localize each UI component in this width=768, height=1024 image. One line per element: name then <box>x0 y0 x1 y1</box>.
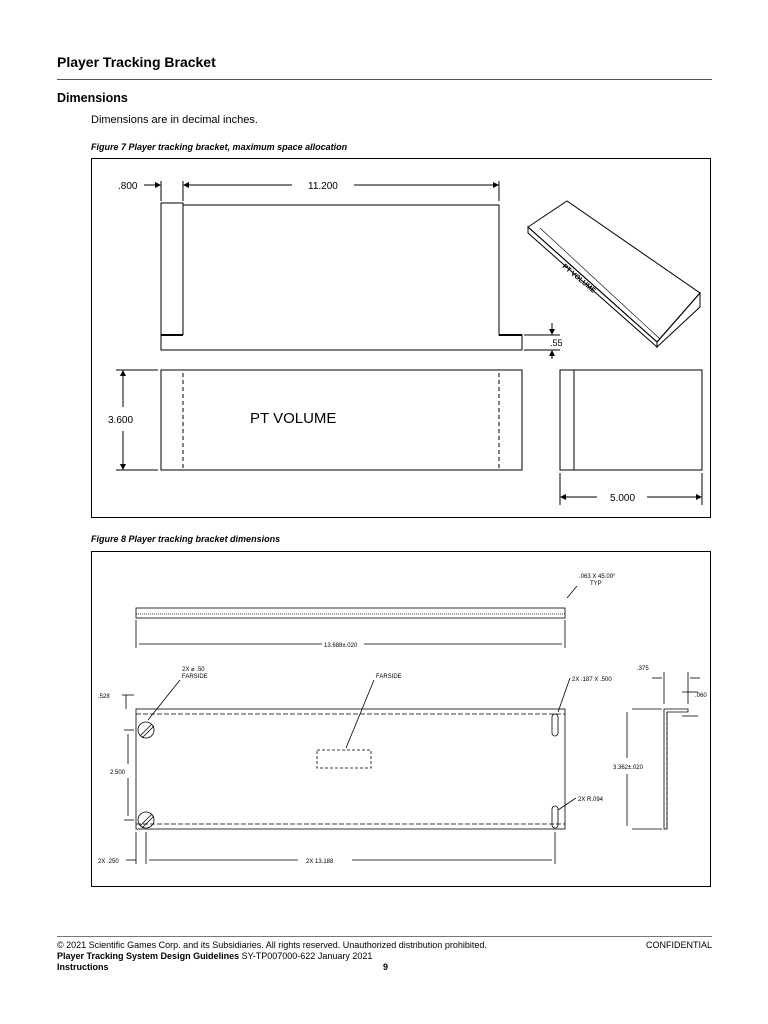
side-view-outline <box>560 370 702 470</box>
note-slot: 2X .187 X .500 <box>572 677 612 683</box>
section-heading: Dimensions <box>57 91 128 105</box>
top-bar-view <box>136 608 565 618</box>
side-profile <box>664 709 688 829</box>
front-view-outline <box>161 370 522 470</box>
note-top-offset: .528 <box>98 694 110 700</box>
note-hole-farside: FARSIDE <box>182 674 208 680</box>
dim-depth: 5.000 <box>610 493 636 504</box>
footer-doc-type: Instructions <box>57 962 109 972</box>
note-slot-radius: 2X R.094 <box>578 797 604 803</box>
figure-8-caption: Figure 8 Player tracking bracket dimensions <box>91 534 281 544</box>
note-edge-offset: 2X .250 <box>98 859 119 865</box>
note-chamfer-typ: TYP <box>590 581 602 587</box>
dim-length: 11.200 <box>308 181 338 192</box>
figure-7 <box>91 158 711 518</box>
title-divider <box>57 79 712 80</box>
intro-text: Dimensions are in decimal inches. <box>91 114 258 126</box>
figure-8 <box>91 551 711 887</box>
footer-doc-line <box>57 951 372 961</box>
footer-doc-title: Player Tracking System Design Guidelines <box>57 951 240 961</box>
note-chamfer: .063 X 45.00° <box>579 574 616 580</box>
figure-7-drawing <box>92 159 710 517</box>
page-title: Player Tracking Bracket <box>57 54 216 70</box>
dim-lip: .55 <box>550 338 563 348</box>
front-label: PT VOLUME <box>250 410 337 427</box>
note-hole-dia: 2X ⌀ .50 <box>182 667 205 673</box>
note-overall-length: 13.688±.020 <box>324 643 358 649</box>
flat-view-outline <box>136 709 565 829</box>
page-number: 9 <box>383 962 389 972</box>
figure-8-drawing <box>92 552 710 886</box>
iso-box-top <box>528 201 700 342</box>
note-height: 3.362±.020 <box>613 765 643 771</box>
iso-label: PT VOLUME <box>560 263 597 295</box>
note-side-width: .375 <box>637 666 649 672</box>
top-view-outline <box>161 203 522 350</box>
note-slot-spacing: 2X 13.188 <box>306 859 334 865</box>
footer-divider <box>57 936 712 937</box>
footer-doc-id: SY-TP007000-622 January 2021 <box>241 951 373 961</box>
note-thickness: .060 <box>695 693 707 699</box>
footer-copyright: © 2021 Scientific Games Corp. and its Subsidiaries. All rights reserved. Unauthorized distribution prohibited. <box>57 940 487 950</box>
dim-height: 3.600 <box>108 415 134 426</box>
figure-7-caption: Figure 7 Player tracking bracket, maximum space allocation <box>91 142 348 152</box>
note-hole-spacing: 2.500 <box>110 770 126 776</box>
note-farside: FARSIDE <box>376 674 402 680</box>
dim-left-width: .800 <box>118 181 138 192</box>
footer-confidential: CONFIDENTIAL <box>645 940 712 950</box>
